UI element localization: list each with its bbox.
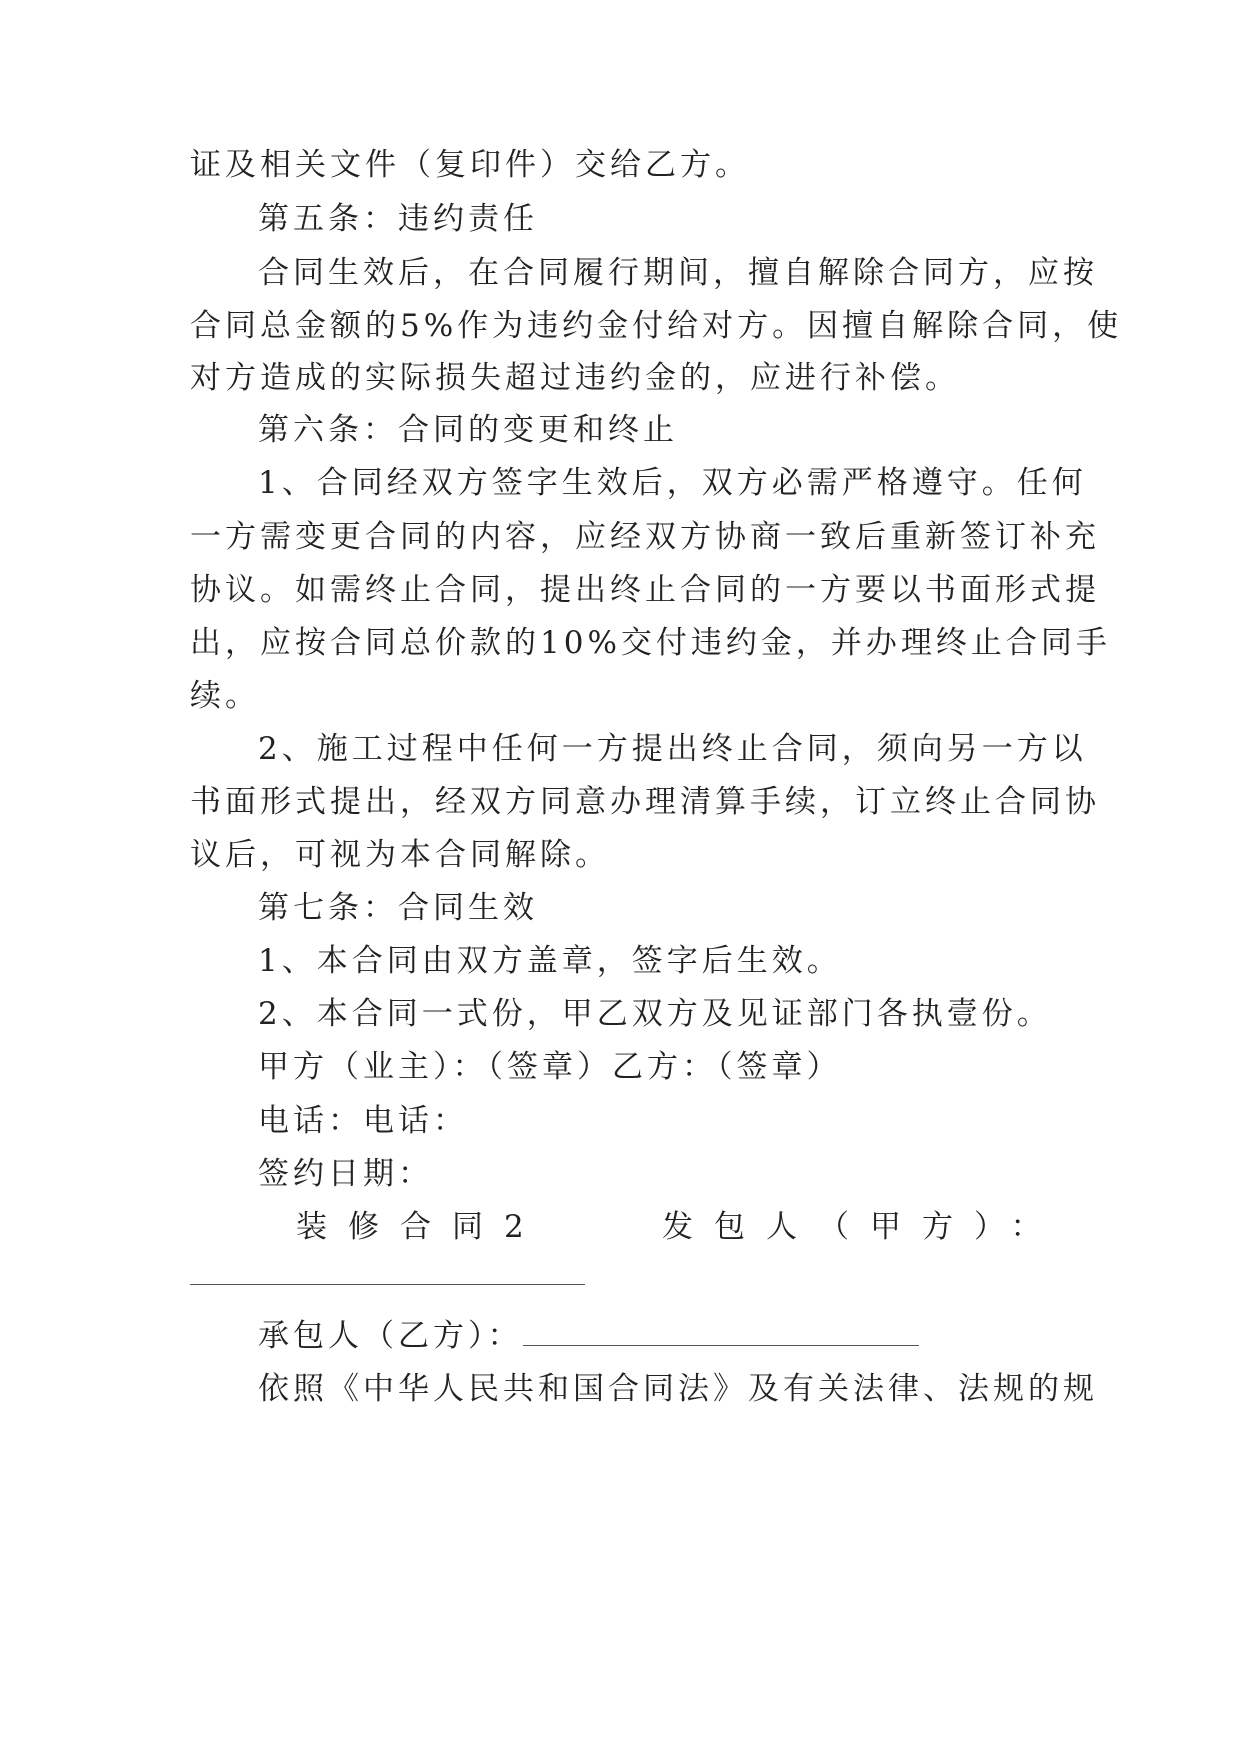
contract-title: 装修合同2 [296,1209,545,1245]
text-line: 证及相关文件（复印件）交给乙方。 [190,147,750,183]
article-heading: 第六条：合同的变更和终止 [258,412,678,448]
party-b-label: 承包人（乙方）： [258,1318,523,1354]
article-heading: 第五条：违约责任 [258,201,538,237]
text-line: 续。 [190,678,260,714]
party-b-line [258,1316,1138,1356]
text-line: 1、本合同由双方盖章，签字后生效。 [258,943,842,979]
text-line: 合同生效后，在合同履行期间，擅自解除合同方，应按 [258,255,1098,291]
date-line: 签约日期： [258,1156,433,1192]
party-a-blank [190,1284,585,1285]
text-line: 出，应按合同总价款的10%交付违约金，并办理终止合同手 [190,625,1111,661]
text-line: 书面形式提出，经双方同意办理清算手续，订立终止合同协 [190,784,1100,820]
text-line: 2、本合同一式份，甲乙双方及见证部门各执壹份。 [258,996,1052,1032]
party-b-blank [523,1319,919,1346]
text-line: 1、合同经双方签字生效后，双方必需严格遵守。任何 [258,465,1087,501]
article-heading: 第七条：合同生效 [258,890,538,926]
text-line: 一方需变更合同的内容，应经双方协商一致后重新签订补充 [190,519,1100,555]
phone-line: 电话：电话： [258,1103,468,1139]
text-line: 对方造成的实际损失超过违约金的，应进行补偿。 [190,360,960,396]
text-line: 协议。如需终止合同，提出终止合同的一方要以书面形式提 [190,572,1100,608]
text-line: 议后，可视为本合同解除。 [190,837,610,873]
party-a-label: 发包人（甲方）： [662,1209,1063,1245]
signature-line: 甲方（业主）：（签章）乙方：（签章） [258,1049,842,1085]
text-line: 2、施工过程中任何一方提出终止合同，须向另一方以 [258,731,1087,767]
text-line: 合同总金额的5%作为违约金付给对方。因擅自解除合同，使 [190,308,1123,344]
text-line: 依照《中华人民共和国合同法》及有关法律、法规的规 [258,1371,1098,1407]
